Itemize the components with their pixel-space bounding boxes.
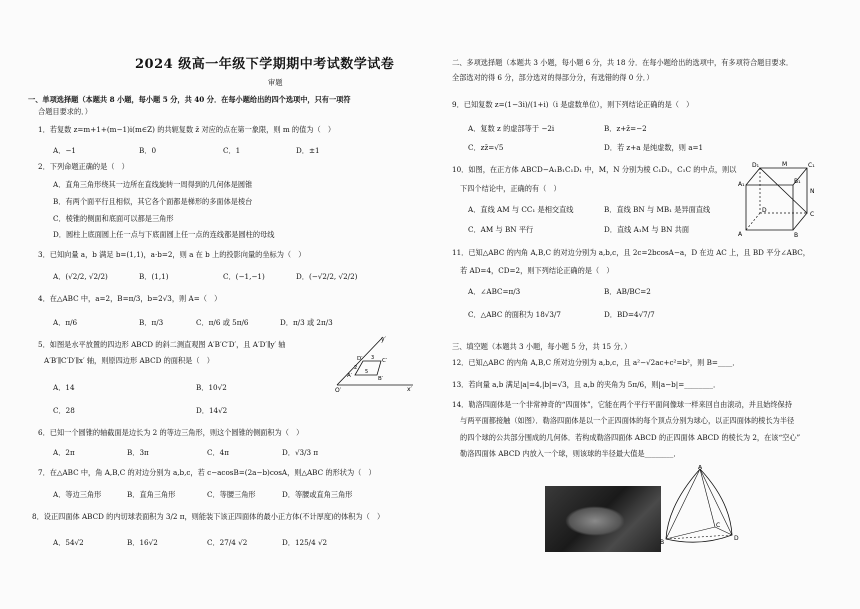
- edge: [746, 168, 760, 185]
- q10-option-c: C．AM 与 BN 平行: [468, 225, 534, 234]
- point-a-label: A′: [347, 373, 353, 379]
- q10-option-a: A．直线 AM 与 CC₁ 是相交直线: [468, 205, 574, 214]
- question-3: 3．已知向量 a，b 满足 b=(1,1)，a·b=2，则 a 在 b 上的投影向量的坐标为（ ）: [38, 250, 306, 259]
- question-14-line-2: 与两平面都接触（如图）．勒洛四面体是以一个正四面体的每个顶点分别为球心，以正四面体的棱长为半径: [460, 416, 795, 425]
- hidden-edge: [746, 213, 760, 230]
- question-10: 10．如图，在正方体 ABCD−A₁B₁C₁D₁ 中，M，N 分别为棱 C₁D₁，C₁C 的中点，则以: [452, 165, 737, 174]
- q2-option-b: B．有两个面平行且相似，其它各个面都是梯形的多面体是棱台: [53, 197, 253, 206]
- reuleaux-label-a: A: [698, 465, 703, 471]
- q5-option-a: A．14: [53, 383, 75, 392]
- length-label-2: 2: [354, 365, 358, 371]
- q2-option-d: D．圆柱上底面圆上任一点与下底面圆上任一点的连线都是圆柱的母线: [53, 230, 275, 239]
- q3-option-b: B．(1,1): [139, 272, 169, 281]
- cube-label-n: N: [810, 188, 815, 195]
- q9-option-a: A．复数 z 的虚部等于 −2i: [468, 124, 555, 133]
- q6-option-a: A．2π: [53, 448, 75, 457]
- q9-option-b: B．z+z̄=−2: [604, 124, 647, 133]
- q6-option-d: D．√3/3 π: [282, 448, 319, 457]
- q10-option-b: B．直线 BN 与 MB₁ 是异面直线: [604, 205, 711, 214]
- q10-option-d: D．直线 A₁M 与 BN 共面: [604, 225, 690, 234]
- q1-option-c: C．1: [223, 146, 241, 155]
- question-12: 12．已知△ABC 的内角 A,B,C 所对边分别为 a,b,c，且 a²−√2ac+c²=b²，则 B=____．: [452, 358, 740, 367]
- question-11: 11．已知△ABC 的内角 A,B,C 的对边分别为 a,b,c，且 2c=2bcosA−a，D 在边 AC 上，且 BD 平分∠ABC，: [452, 248, 810, 257]
- question-14-line-1: 14．勒洛四面体是一个非常神奇的“四面体”，它能在两个平行平面间像球一样来回自由滚动，并且始终保持: [452, 400, 792, 409]
- cube-label-a1: A₁: [738, 181, 745, 188]
- x-axis-label: x′: [407, 386, 412, 393]
- y-axis-label: y′: [381, 336, 386, 343]
- question-8: 8．设正四面体 ABCD 的内切球表面积为 3/2 π，则能装下该正四面体的最小正方体(不计厚度)的体积为（ ）: [32, 512, 385, 521]
- reuleaux-diagram: [660, 465, 745, 547]
- cube-label-a: A: [738, 231, 743, 238]
- oblique-diagram: [335, 333, 415, 393]
- reuleaux-label-b: B: [660, 539, 665, 546]
- page-title: 2024 级高一年级下学期期中考试数学试卷: [135, 57, 395, 72]
- edge: [666, 527, 715, 539]
- section3-intro: 三、填空题（本题共 3 小题，每小题 5 分，共 15 分．）: [452, 342, 632, 351]
- q7-option-b: B．直角三角形: [127, 490, 176, 499]
- q4-option-b: B．π/3: [139, 318, 164, 327]
- q11-option-d: D．BD=4√7/7: [604, 310, 655, 319]
- edge: [666, 469, 700, 539]
- q9-option-c: C．zz̄=√5: [468, 143, 504, 152]
- cube-label-c1: C₁: [808, 162, 815, 169]
- cube-diagram: [738, 160, 823, 238]
- photo-object: [565, 506, 625, 536]
- question-10-cont: 下四个结论中，正确的有（ ）: [460, 184, 561, 193]
- q2-option-c: C．棱锥的侧面和底面可以都是三角形: [53, 214, 174, 223]
- q4-option-c: C．π/6 或 5π/6: [196, 318, 249, 327]
- q7-option-d: D．等腰或直角三角形: [282, 490, 353, 499]
- q1-option-d: D．±1: [296, 146, 320, 155]
- point-c-label: C′: [382, 358, 388, 364]
- q11-option-b: B．AB/BC=2: [604, 287, 651, 296]
- cube-label-d1: D₁: [752, 162, 760, 169]
- cube-label-c: C: [810, 211, 815, 218]
- q2-option-a: A．直角三角形绕其一边所在直线旋转一周得到的几何体是圆锥: [53, 180, 253, 189]
- question-14-line-4: 勒洛四面体 ABCD 内放入一个球，则该球的半径最大值是________．: [460, 449, 681, 458]
- question-5: 5．如图是水平放置的四边形 ABCD 的斜二测直观图 A′B′C′D′，且 A′D′∥y′ 轴: [38, 340, 286, 349]
- cube-label-b1: B₁: [794, 178, 801, 185]
- q8-option-b: B．16√2: [127, 538, 158, 547]
- q5-option-b: B．10√2: [196, 383, 227, 392]
- q8-option-d: D．125/4 √2: [282, 538, 328, 547]
- length-label-3: 3: [371, 355, 375, 361]
- q5-option-d: D．14√2: [196, 406, 228, 415]
- question-4: 4．在△ABC 中，a=2，B=π/3，b=2√3，则 A=（ ）: [38, 294, 222, 303]
- reviewer-label: 审题: [268, 78, 283, 87]
- q4-option-d: D．π/3 或 2π/3: [280, 318, 333, 327]
- point-d-label: D′: [357, 356, 363, 362]
- section1-intro-cont: 合题目要求的．）: [38, 107, 92, 116]
- question-6: 6．已知一个圆锥的轴截面是边长为 2 的等边三角形，则这个圆锥的侧面积为（ ）: [38, 428, 304, 437]
- q11-option-c: C．△ABC 的面积为 18√3/7: [468, 310, 561, 319]
- q1-option-a: A．−1: [53, 146, 76, 155]
- section2-intro-cont: 全部选对的得 6 分，部分选对的得部分分，有选错的得 0 分．）: [452, 73, 654, 82]
- reuleaux-label-d: D: [734, 535, 739, 542]
- question-7: 7．在△ABC 中，角 A,B,C 的对边分别为 a,b,c，若 c−acosB=(2a−b)cosA，则△ABC 的形状为（ ）: [38, 468, 376, 477]
- section1-intro: 一、单项选择题（本题共 8 小题，每小题 5 分，共 40 分．在每小题给出的四个选项中，只有一项符: [28, 95, 351, 104]
- q1-option-b: B．0: [139, 146, 157, 155]
- point-b-label: B′: [378, 376, 384, 382]
- question-2: 2．下列命题正确的是（ ）: [38, 162, 129, 171]
- q7-option-a: A．等边三角形: [53, 490, 102, 499]
- cube-label-b: B: [794, 232, 799, 238]
- cube-label-m: M: [782, 161, 788, 168]
- question-11-cont: 若 AD=4，CD=2，则下列结论正确的是（ ）: [460, 266, 614, 275]
- cube-top-right: [760, 168, 807, 213]
- question-5-cont: A′B′∥C′D′∥x′ 轴，则原四边形 ABCD 的面积是（ ）: [44, 356, 214, 365]
- cube-label-d: D: [762, 207, 767, 214]
- question-9: 9．已知复数 z=(1−3i)/(1+i)（i 是虚数单位），则下列结论正确的是（ ）: [452, 100, 694, 109]
- cube-front-face: [746, 185, 793, 230]
- q3-option-a: A．(√2/2, √2/2): [53, 272, 108, 281]
- question-13: 13．若向量 a,b 满足|a|=4,|b|=√3，且 a,b 的夹角为 5π/6，则|a−b|=________．: [452, 380, 721, 389]
- question-14-line-3: 的四个球的公共部分围成的几何体．若构成勒洛四面体 ABCD 的正四面体 ABCD 的棱长为 2，在该“空心”: [460, 433, 801, 442]
- q4-option-a: A．π/6: [53, 318, 78, 327]
- question-1: 1．若复数 z=m+1+(m−1)i(m∈Z) 的共轭复数 z̄ 对应的点在第一象限，则 m 的值为（ ）: [38, 125, 336, 134]
- q8-option-a: A．54√2: [53, 538, 84, 547]
- q11-option-a: A．∠ABC=π/3: [468, 287, 521, 296]
- q6-option-c: C．4π: [207, 448, 229, 457]
- q6-option-b: B．3π: [127, 448, 149, 457]
- length-label-5: 5: [365, 369, 369, 375]
- section2-intro: 二、多项选择题（本题共 3 小题，每小题 6 分，共 18 分．在每小题给出的选项中，有多项符合题目要求．: [452, 58, 794, 67]
- q9-option-d: D．若 z+a 是纯虚数，则 a=1: [604, 143, 704, 152]
- q3-option-d: D．(−√2/2, √2/2): [296, 272, 358, 281]
- origin-label: O′: [335, 387, 342, 393]
- q8-option-c: C．27/4 √2: [207, 538, 248, 547]
- edge: [793, 213, 807, 230]
- reuleaux-label-c: C: [716, 522, 721, 529]
- q5-option-c: C．28: [53, 406, 75, 415]
- reuleaux-photo: [545, 486, 661, 552]
- q3-option-c: C．(−1,−1): [223, 272, 265, 281]
- q7-option-c: C．等腰三角形: [207, 490, 256, 499]
